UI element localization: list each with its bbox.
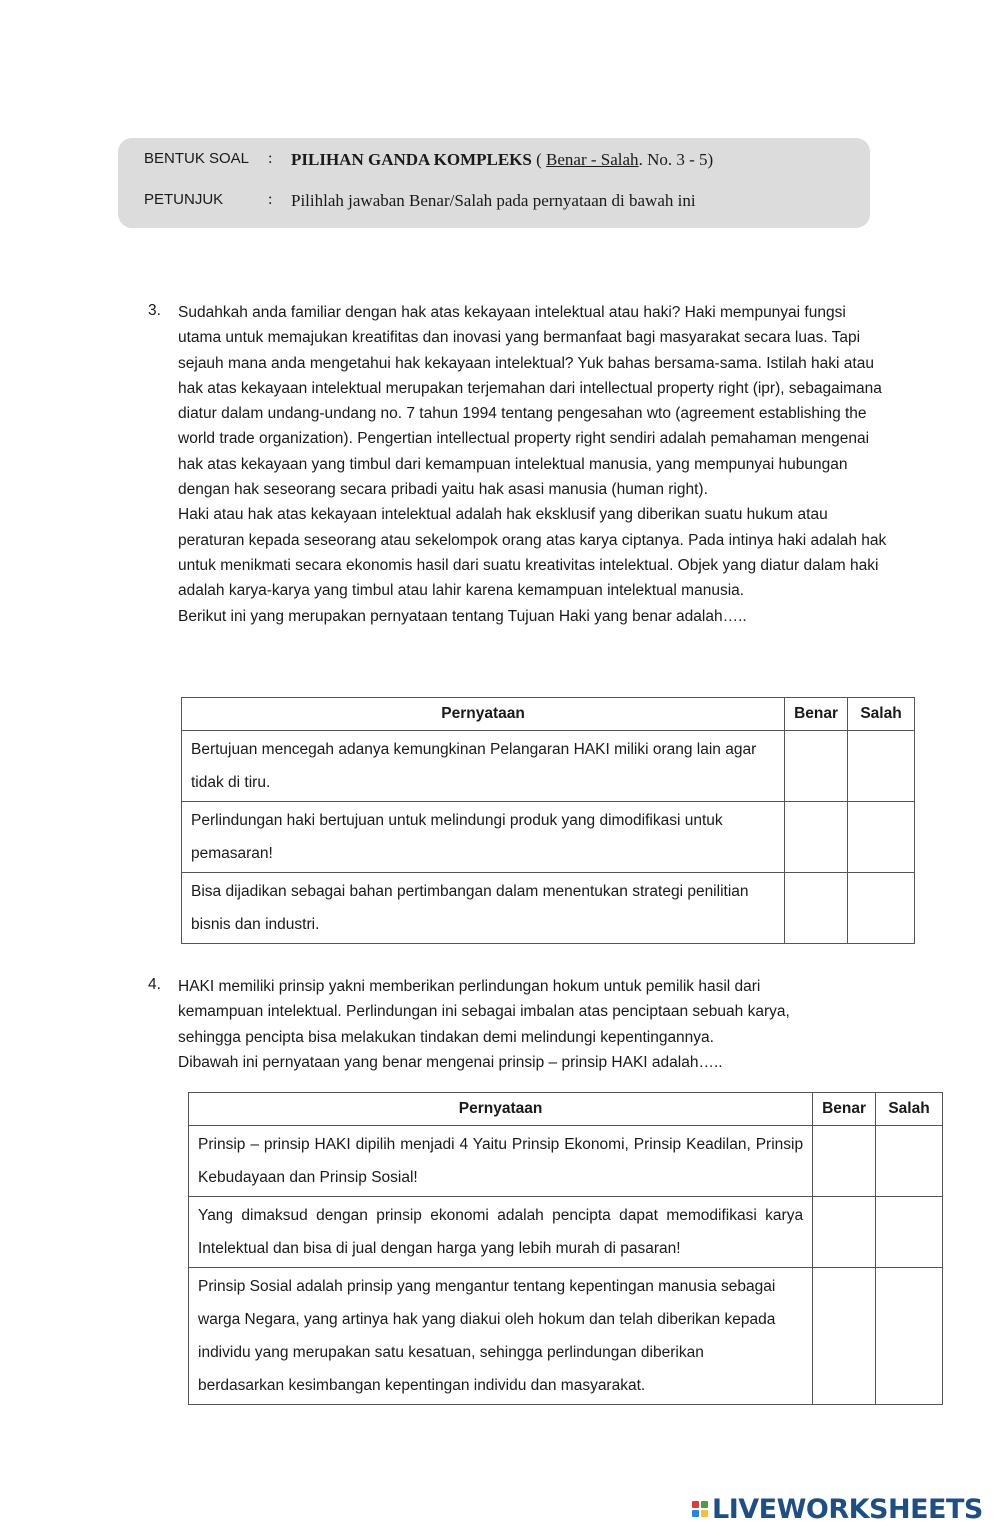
- logo-square: [692, 1501, 699, 1508]
- true-answer-cell[interactable]: [785, 731, 848, 802]
- instruction-label: PETUNJUK: [144, 191, 224, 208]
- logo-square: [701, 1510, 708, 1517]
- true-answer-cell[interactable]: [813, 1268, 876, 1405]
- statement-header: Pernyataan: [182, 698, 785, 731]
- false-header: Salah: [876, 1093, 943, 1126]
- true-answer-cell[interactable]: [785, 873, 848, 944]
- statement-cell: Prinsip – prinsip HAKI dipilih menjadi 4 Yaitu Prinsip Ekonomi, Prinsip Keadilan, Prinsip Kebudayaan dan Prinsip Sosial!: [189, 1126, 813, 1197]
- true-header: Benar: [813, 1093, 876, 1126]
- question-4-number: 4.: [148, 976, 161, 993]
- table-row: [182, 802, 915, 873]
- question-4-paragraph: HAKI memiliki prinsip yakni memberikan perlindungan hokum untuk pemilik hasil dari kemampuan intelektual. Perlindungan ini sebagai imbalan atas penciptaan sebuah karya, sehingga pencipta bisa melakukan tindakan demi melindungi kepentingannya.: [178, 978, 790, 1046]
- false-answer-cell[interactable]: [848, 731, 915, 802]
- colon: :: [268, 191, 273, 208]
- question-3-number: 3.: [148, 302, 161, 319]
- logo-icon: [692, 1501, 708, 1517]
- instruction-value: Pilihlah jawaban Benar/Salah pada pernyataan di bawah ini: [291, 191, 696, 210]
- question-3-text: [178, 300, 888, 629]
- statement-cell: Perlindungan haki bertujuan untuk melindungi produk yang dimodifikasi untuk pemasaran!: [182, 802, 785, 873]
- question-3-paragraph: Haki atau hak atas kekayaan intelektual adalah hak eksklusif yang diberikan suatu hukum atau peraturan kepada seseorang atau sekelompok orang atas karya ciptanya. Pada intinya haki adalah hak untuk menikmati secara ekonomis hasil dari suatu kreativitas intelektual. Objek yang diatur dalam haki adalah karya-karya yang timbul atau lahir karena kemampuan intelektual manusia.: [178, 506, 887, 600]
- logo-square: [701, 1501, 708, 1508]
- true-answer-cell[interactable]: [813, 1197, 876, 1268]
- question-4-prompt: Dibawah ini pernyataan yang benar mengenai prinsip – prinsip HAKI adalah…..: [178, 1053, 723, 1071]
- table-header-row: [182, 698, 915, 731]
- table-row: [182, 731, 915, 802]
- table-row: [182, 873, 915, 944]
- statement-cell: Bertujuan mencegah adanya kemungkinan Pelangaran HAKI miliki orang lain agar tidak di tiru.: [182, 731, 785, 802]
- question-type-bold: PILIHAN GANDA KOMPLEKS: [291, 150, 532, 169]
- colon: :: [268, 150, 273, 167]
- logo-square: [692, 1510, 699, 1517]
- table-row: [189, 1126, 943, 1197]
- table-row: [189, 1268, 943, 1405]
- statement-cell: Yang dimaksud dengan prinsip ekonomi adalah pencipta dapat memodifikasi karya Intelektual dan bisa di jual dengan harga yang lebih murah di pasaran!: [189, 1197, 813, 1268]
- statement-header: Pernyataan: [189, 1093, 813, 1126]
- false-answer-cell[interactable]: [848, 873, 915, 944]
- table-row: [189, 1197, 943, 1268]
- false-header: Salah: [848, 698, 915, 731]
- question-3-paragraph: Sudahkah anda familiar dengan hak atas kekayaan intelektual atau haki? Haki mempunyai fungsi utama untuk memajukan kreatifitas dan inovasi yang bermanfaat bagi masyarakat secara luas. Tapi sejauh mana anda mengetahui hak kekayaan intelektual? Yuk bahas bersama-sama. Istilah haki atau hak atas kekayaan intelektual merupakan terjemahan dari intellectual property right (ipr), sebagaimana diatur dalam undang-undang no. 7 tahun 1994 tentang pengesahan wto (agreement establishing the world trade organization). Pengertian intellectual property right sendiri adalah pemahaman mengenai hak atas kekayaan yang timbul dari kemampuan intelektual manusia, yang mempunyai hubungan dengan hak seseorang secara pribadi yaitu hak asasi manusia (human right).: [178, 304, 882, 499]
- true-header: Benar: [785, 698, 848, 731]
- question-type-label: BENTUK SOAL: [144, 150, 250, 167]
- false-answer-cell[interactable]: [876, 1197, 943, 1268]
- question-type-underlined: Benar - Salah: [546, 150, 639, 169]
- question-4-table: [188, 1092, 943, 1405]
- logo-text: LIVEWORKSHEETS: [712, 1493, 983, 1525]
- question-3-prompt: Berikut ini yang merupakan pernyataan tentang Tujuan Haki yang benar adalah…..: [178, 607, 747, 625]
- liveworksheets-logo: [692, 1492, 983, 1526]
- question-type-open: (: [531, 150, 547, 169]
- true-answer-cell[interactable]: [785, 802, 848, 873]
- true-answer-cell[interactable]: [813, 1126, 876, 1197]
- false-answer-cell[interactable]: [848, 802, 915, 873]
- false-answer-cell[interactable]: [876, 1268, 943, 1405]
- question-type-rest: . No. 3 - 5): [638, 150, 714, 169]
- question-3-table: [181, 697, 915, 944]
- question-type-value: [291, 150, 713, 170]
- table-header-row: [189, 1093, 943, 1126]
- question-type-header: [118, 138, 870, 228]
- statement-cell: Prinsip Sosial adalah prinsip yang mengantur tentang kepentingan manusia sebagai warga Negara, yang artinya hak yang diakui oleh hokum dan telah diberikan kepada individu yang merupakan satu kesatuan, sehingga perlindungan diberikan berdasarkan kesimbangan kepentingan individu dan masyarakat.: [189, 1268, 813, 1405]
- question-4-text: [178, 974, 838, 1075]
- false-answer-cell[interactable]: [876, 1126, 943, 1197]
- statement-cell: Bisa dijadikan sebagai bahan pertimbangan dalam menentukan strategi penilitian bisnis dan industri.: [182, 873, 785, 944]
